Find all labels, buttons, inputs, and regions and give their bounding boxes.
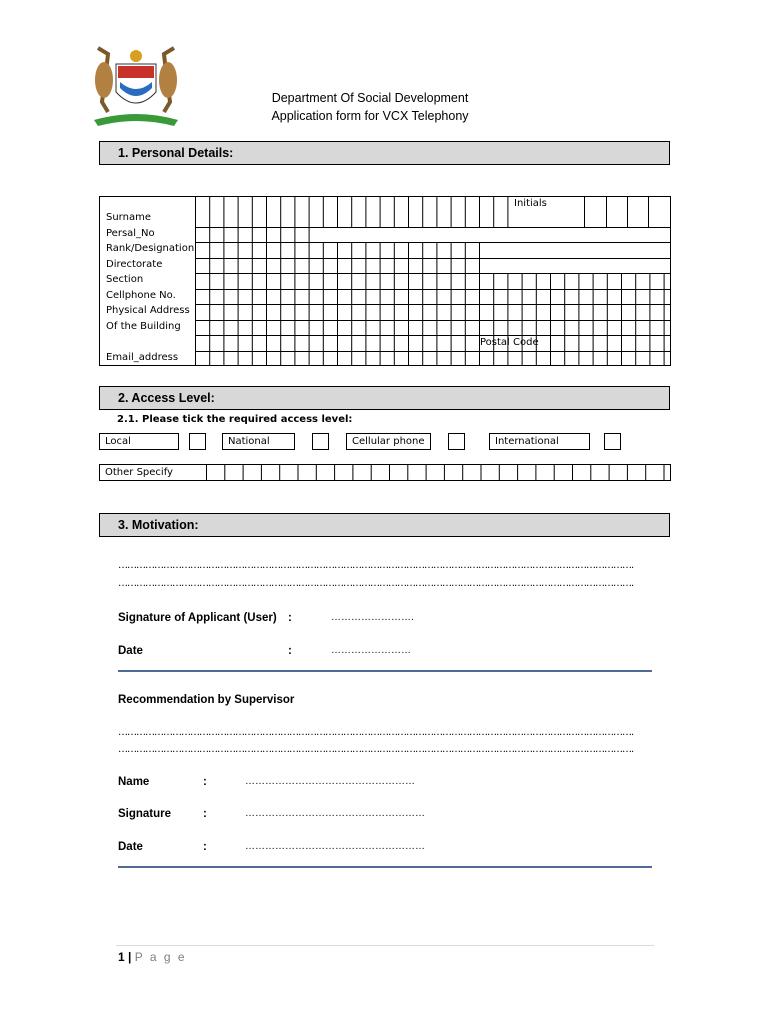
- personal-details-grid: [99, 196, 671, 366]
- form-subtitle: Application form for VCX Telephony: [271, 109, 469, 123]
- section-heading-personal-details: 1. Personal Details:: [99, 141, 670, 165]
- page-footer: [118, 950, 187, 964]
- supervisor-date-label: Date: [118, 841, 143, 853]
- field-label-physical-address: Physical Address: [106, 305, 190, 316]
- colon: :: [203, 776, 207, 788]
- applicant-date-label: Date: [118, 645, 143, 657]
- checkbox-international[interactable]: [604, 433, 621, 450]
- supervisor-date-field[interactable]: ………………………………………………: [245, 841, 425, 852]
- supervisor-signature-field[interactable]: ………………………………………………: [245, 808, 425, 819]
- section-divider: [118, 866, 652, 868]
- option-label-international: International: [489, 433, 590, 450]
- section-heading-access-level: 2. Access Level:: [99, 386, 670, 410]
- colon: :: [288, 612, 292, 624]
- supervisor-signature-label: Signature: [118, 808, 172, 820]
- checkbox-local[interactable]: [189, 433, 206, 450]
- colon: :: [203, 808, 207, 820]
- other-specify-label: Other Specify: [105, 467, 173, 478]
- field-label-building: Of the Building: [106, 321, 181, 332]
- applicant-signature-label: Signature of Applicant (User): [118, 612, 277, 624]
- field-label-surname: Surname: [106, 212, 151, 223]
- supervisor-name-label: Name: [118, 776, 150, 788]
- option-label-national: National: [222, 433, 295, 450]
- section-heading-motivation: 3. Motivation:: [99, 513, 670, 537]
- colon: :: [203, 841, 207, 853]
- motivation-line-2[interactable]: ……………………………………………………………………………………………………………………………………………………….: [118, 578, 634, 589]
- section-divider: [118, 670, 652, 672]
- field-label-rank: Rank/Designation: [106, 243, 195, 254]
- footer-rule: [116, 945, 654, 946]
- initials-label: Initials: [514, 198, 547, 209]
- form-title: [220, 89, 520, 125]
- footer-separator: |: [128, 950, 132, 964]
- checkbox-cellular[interactable]: [448, 433, 465, 450]
- grid-lines: [99, 196, 671, 366]
- supervisor-name-field[interactable]: ……………………………………………: [245, 776, 415, 787]
- field-label-cellphone: Cellphone No.: [106, 290, 176, 301]
- field-label-directorate: Directorate: [106, 259, 163, 270]
- checkbox-national[interactable]: [312, 433, 329, 450]
- colon: :: [288, 645, 292, 657]
- recommendation-heading: Recommendation by Supervisor: [118, 694, 295, 706]
- option-label-cellular: Cellular phone: [346, 433, 431, 450]
- department-title: Department Of Social Development: [271, 91, 469, 105]
- field-label-section: Section: [106, 274, 144, 285]
- recommendation-line-1[interactable]: ……………………………………………………………………………………………………………………………………………………….: [118, 727, 634, 738]
- page-word: P a g e: [134, 950, 187, 964]
- postal-code-label: Postal Code: [480, 337, 539, 348]
- coat-of-arms-logo: [88, 42, 184, 130]
- applicant-date-field[interactable]: ……………………: [331, 645, 411, 656]
- other-specify-cells: [99, 464, 671, 481]
- recommendation-line-2[interactable]: ……………………………………………………………………………………………………………………………………………………….: [118, 744, 634, 755]
- option-label-local: Local: [99, 433, 179, 450]
- field-label-email: Email_address: [106, 352, 179, 363]
- other-specify-row[interactable]: [99, 464, 671, 481]
- applicant-signature-field[interactable]: …………………….: [331, 612, 414, 623]
- motivation-line-1[interactable]: ……………………………………………………………………………………………………………………………………………………….: [118, 560, 634, 571]
- access-instruction: 2.1. Please tick the required access level:: [117, 414, 353, 425]
- field-label-persal: Persal_No: [106, 228, 155, 239]
- page-number: 1: [118, 950, 125, 964]
